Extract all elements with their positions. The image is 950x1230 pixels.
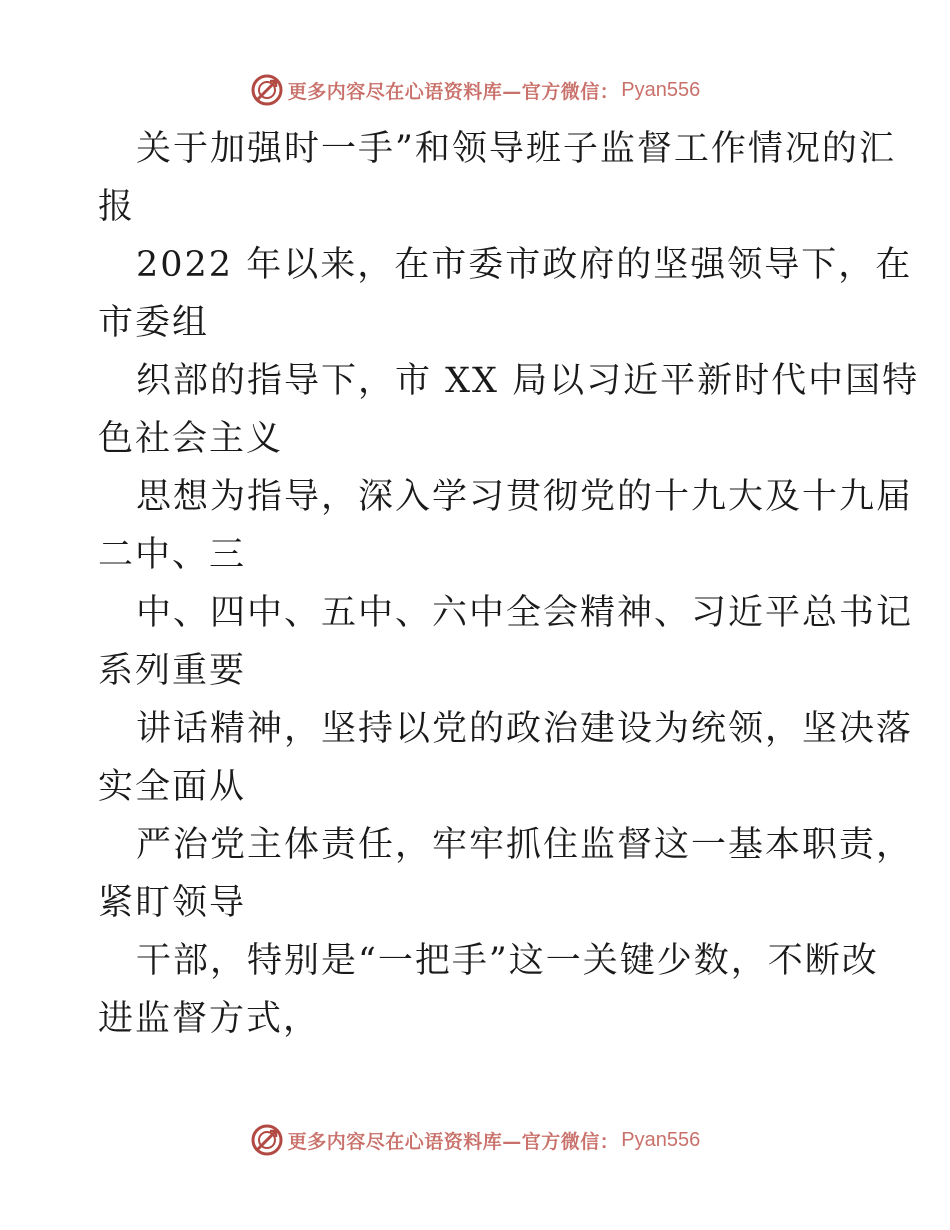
- doc-line: 织部的指导下，市 XX 局以习近平新时代中国特: [136, 361, 920, 401]
- footer-banner: [0, 1120, 950, 1160]
- doc-line: 严治党主体责任，牢牢抓住监督这一基本职责，: [136, 825, 914, 865]
- doc-line: 紧盯领导: [98, 883, 247, 923]
- doc-line: 干部，特别是“一把手”这一关键少数，不断改: [136, 941, 879, 981]
- doc-line: 系列重要: [98, 651, 247, 691]
- doc-line: 二中、三: [98, 535, 247, 575]
- header-wechat-id: Pyan556: [621, 78, 701, 101]
- doc-line: 讲话精神，坚持以党的政治建设为统领，坚决落: [136, 709, 914, 749]
- footer-text: 更多内容尽在心语资料库—官方微信：: [287, 1130, 620, 1153]
- doc-line: 进监督方式，: [98, 999, 321, 1039]
- doc-line: 色社会主义: [98, 419, 284, 459]
- header-text: 更多内容尽在心语资料库—官方微信：: [287, 80, 620, 103]
- logo-icon: [250, 73, 284, 107]
- doc-line: 思想为指导，深入学习贯彻党的十九大及十九届: [136, 477, 914, 517]
- header-banner: [0, 70, 950, 110]
- footer-wechat-id: Pyan556: [621, 1128, 701, 1151]
- doc-line: 关于加强时一手”和领导班子监督工作情况的汇: [136, 129, 896, 169]
- doc-line: 2022 年以来，在市委市政府的坚强领导下，在: [136, 245, 913, 285]
- doc-line: 中、四中、五中、六中全会精神、习近平总书记: [136, 593, 914, 633]
- doc-line: 市委组: [98, 303, 210, 343]
- logo-icon: [250, 1123, 284, 1157]
- document-body: [98, 120, 920, 1048]
- doc-line: 实全面从: [98, 767, 247, 807]
- doc-line: 报: [98, 187, 136, 227]
